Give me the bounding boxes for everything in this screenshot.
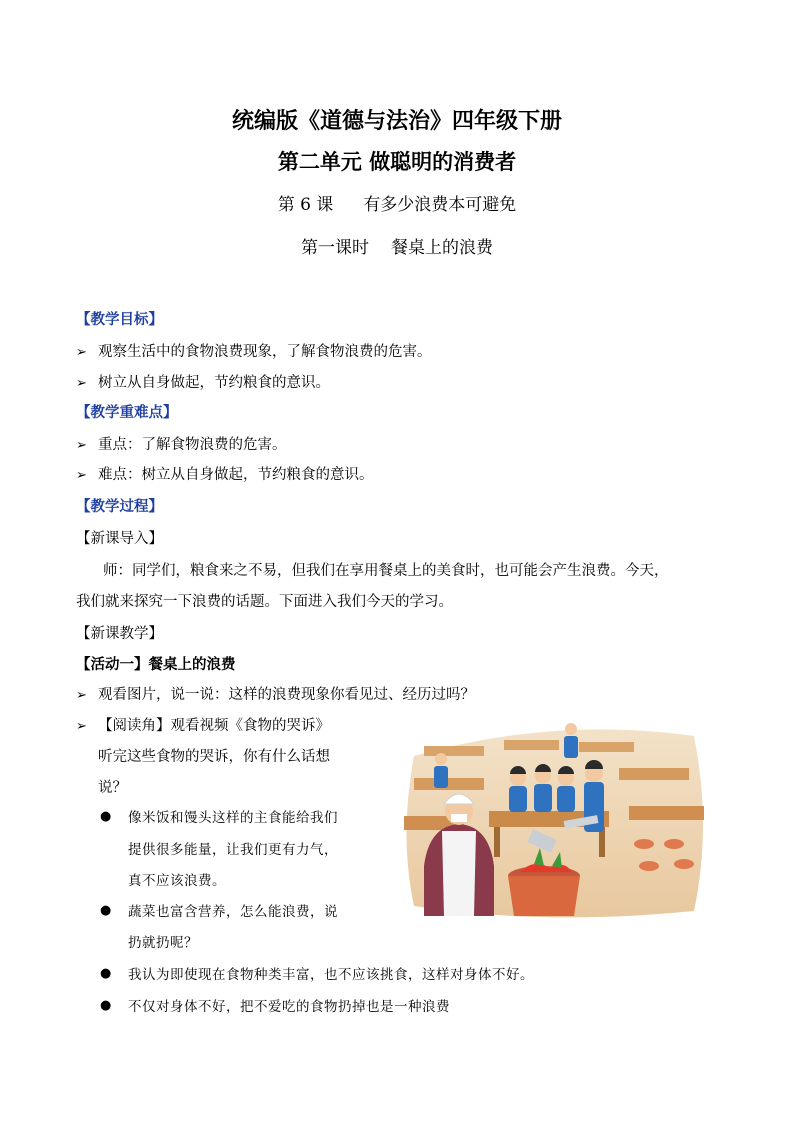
- period-title: [0, 233, 794, 258]
- arrow-bullet-icon: ➢: [76, 719, 87, 734]
- key-item-2: [76, 465, 374, 486]
- period-name: 餐桌上的浪费: [391, 238, 493, 258]
- canteen-illustration-icon: [394, 716, 712, 922]
- dot-bullet-icon: ●: [100, 998, 112, 1013]
- period-number: 第一课时: [301, 238, 369, 258]
- key-text-1: 重点：了解食物浪费的危害。: [98, 437, 287, 453]
- bullet4-text: 不仅对身体不好，把不爱吃的食物扔掉也是一种浪费: [128, 999, 450, 1015]
- key-text-2: 难点：树立从自身做起，节约粮食的意识。: [98, 467, 374, 483]
- key-heading: 【教学重难点】: [76, 405, 178, 421]
- arrow-bullet-icon: ➢: [76, 468, 87, 483]
- dot-bullet-icon: ●: [100, 809, 112, 824]
- bullet3-text: 我认为即使现在食物种类丰富，也不应该挑食，这样对身体不好。: [128, 967, 534, 983]
- reading-item: [76, 716, 330, 737]
- goal-item-1: [76, 342, 432, 363]
- bullet1-line3: 真不应该浪费。: [128, 873, 226, 889]
- teach-heading: 【新课教学】: [76, 626, 163, 642]
- lesson-title: [0, 190, 794, 215]
- bullet2-line1: 蔬菜也富含营养，怎么能浪费，说: [128, 904, 338, 920]
- reading-text-2: 听完这些食物的哭诉，你有什么话想: [98, 749, 330, 765]
- observe-item: [76, 685, 475, 706]
- arrow-bullet-icon: ➢: [76, 688, 87, 703]
- doc-title: 统编版《道德与法治》四年级下册: [231, 108, 562, 134]
- intro-paragraph-line1: 师：同学们，粮食来之不易，但我们在享用餐桌上的美食时，也可能会产生浪费。今天，: [103, 563, 669, 579]
- process-heading: 【教学过程】: [76, 499, 163, 515]
- activity1-title: 餐桌上的浪费: [148, 657, 236, 673]
- bullet2-line2: 扔就扔呢？: [128, 935, 198, 951]
- goals-heading: 【教学目标】: [76, 312, 163, 328]
- intro-heading: 【新课导入】: [76, 531, 163, 547]
- lesson-number: 第 6 课: [277, 195, 334, 215]
- dot-bullet-icon: ●: [100, 903, 112, 918]
- activity1-bracket: 【活动一】: [76, 657, 149, 673]
- intro-paragraph-line2: 我们就来探究一下浪费的话题。下面进入我们今天的学习。: [76, 594, 453, 610]
- activity1-heading: [76, 655, 236, 675]
- reading-text-1: 【阅读角】观看视频《食物的哭诉》: [98, 718, 330, 734]
- bullet1-line2: 提供很多能量，让我们更有力气，: [128, 842, 338, 858]
- arrow-bullet-icon: ➢: [76, 376, 87, 391]
- key-item-1: [76, 435, 287, 456]
- reading-text-3: 说？: [98, 780, 127, 796]
- lesson-name: 有多少浪费本可避免: [363, 195, 517, 215]
- goal-text-1: 观察生活中的食物浪费现象，了解食物浪费的危害。: [98, 344, 432, 360]
- dot-bullet-icon: ●: [100, 966, 112, 981]
- bullet1-line1: 像米饭和馒头这样的主食能给我们: [128, 810, 338, 826]
- goal-text-2: 树立从自身做起，节约粮食的意识。: [98, 375, 330, 391]
- unit-title: 第二单元 做聪明的消费者: [277, 149, 517, 174]
- arrow-bullet-icon: ➢: [76, 345, 87, 360]
- arrow-bullet-icon: ➢: [76, 438, 87, 453]
- goal-item-2: [76, 373, 330, 394]
- observe-text: 观看图片，说一说：这样的浪费现象你看见过、经历过吗？: [98, 687, 475, 703]
